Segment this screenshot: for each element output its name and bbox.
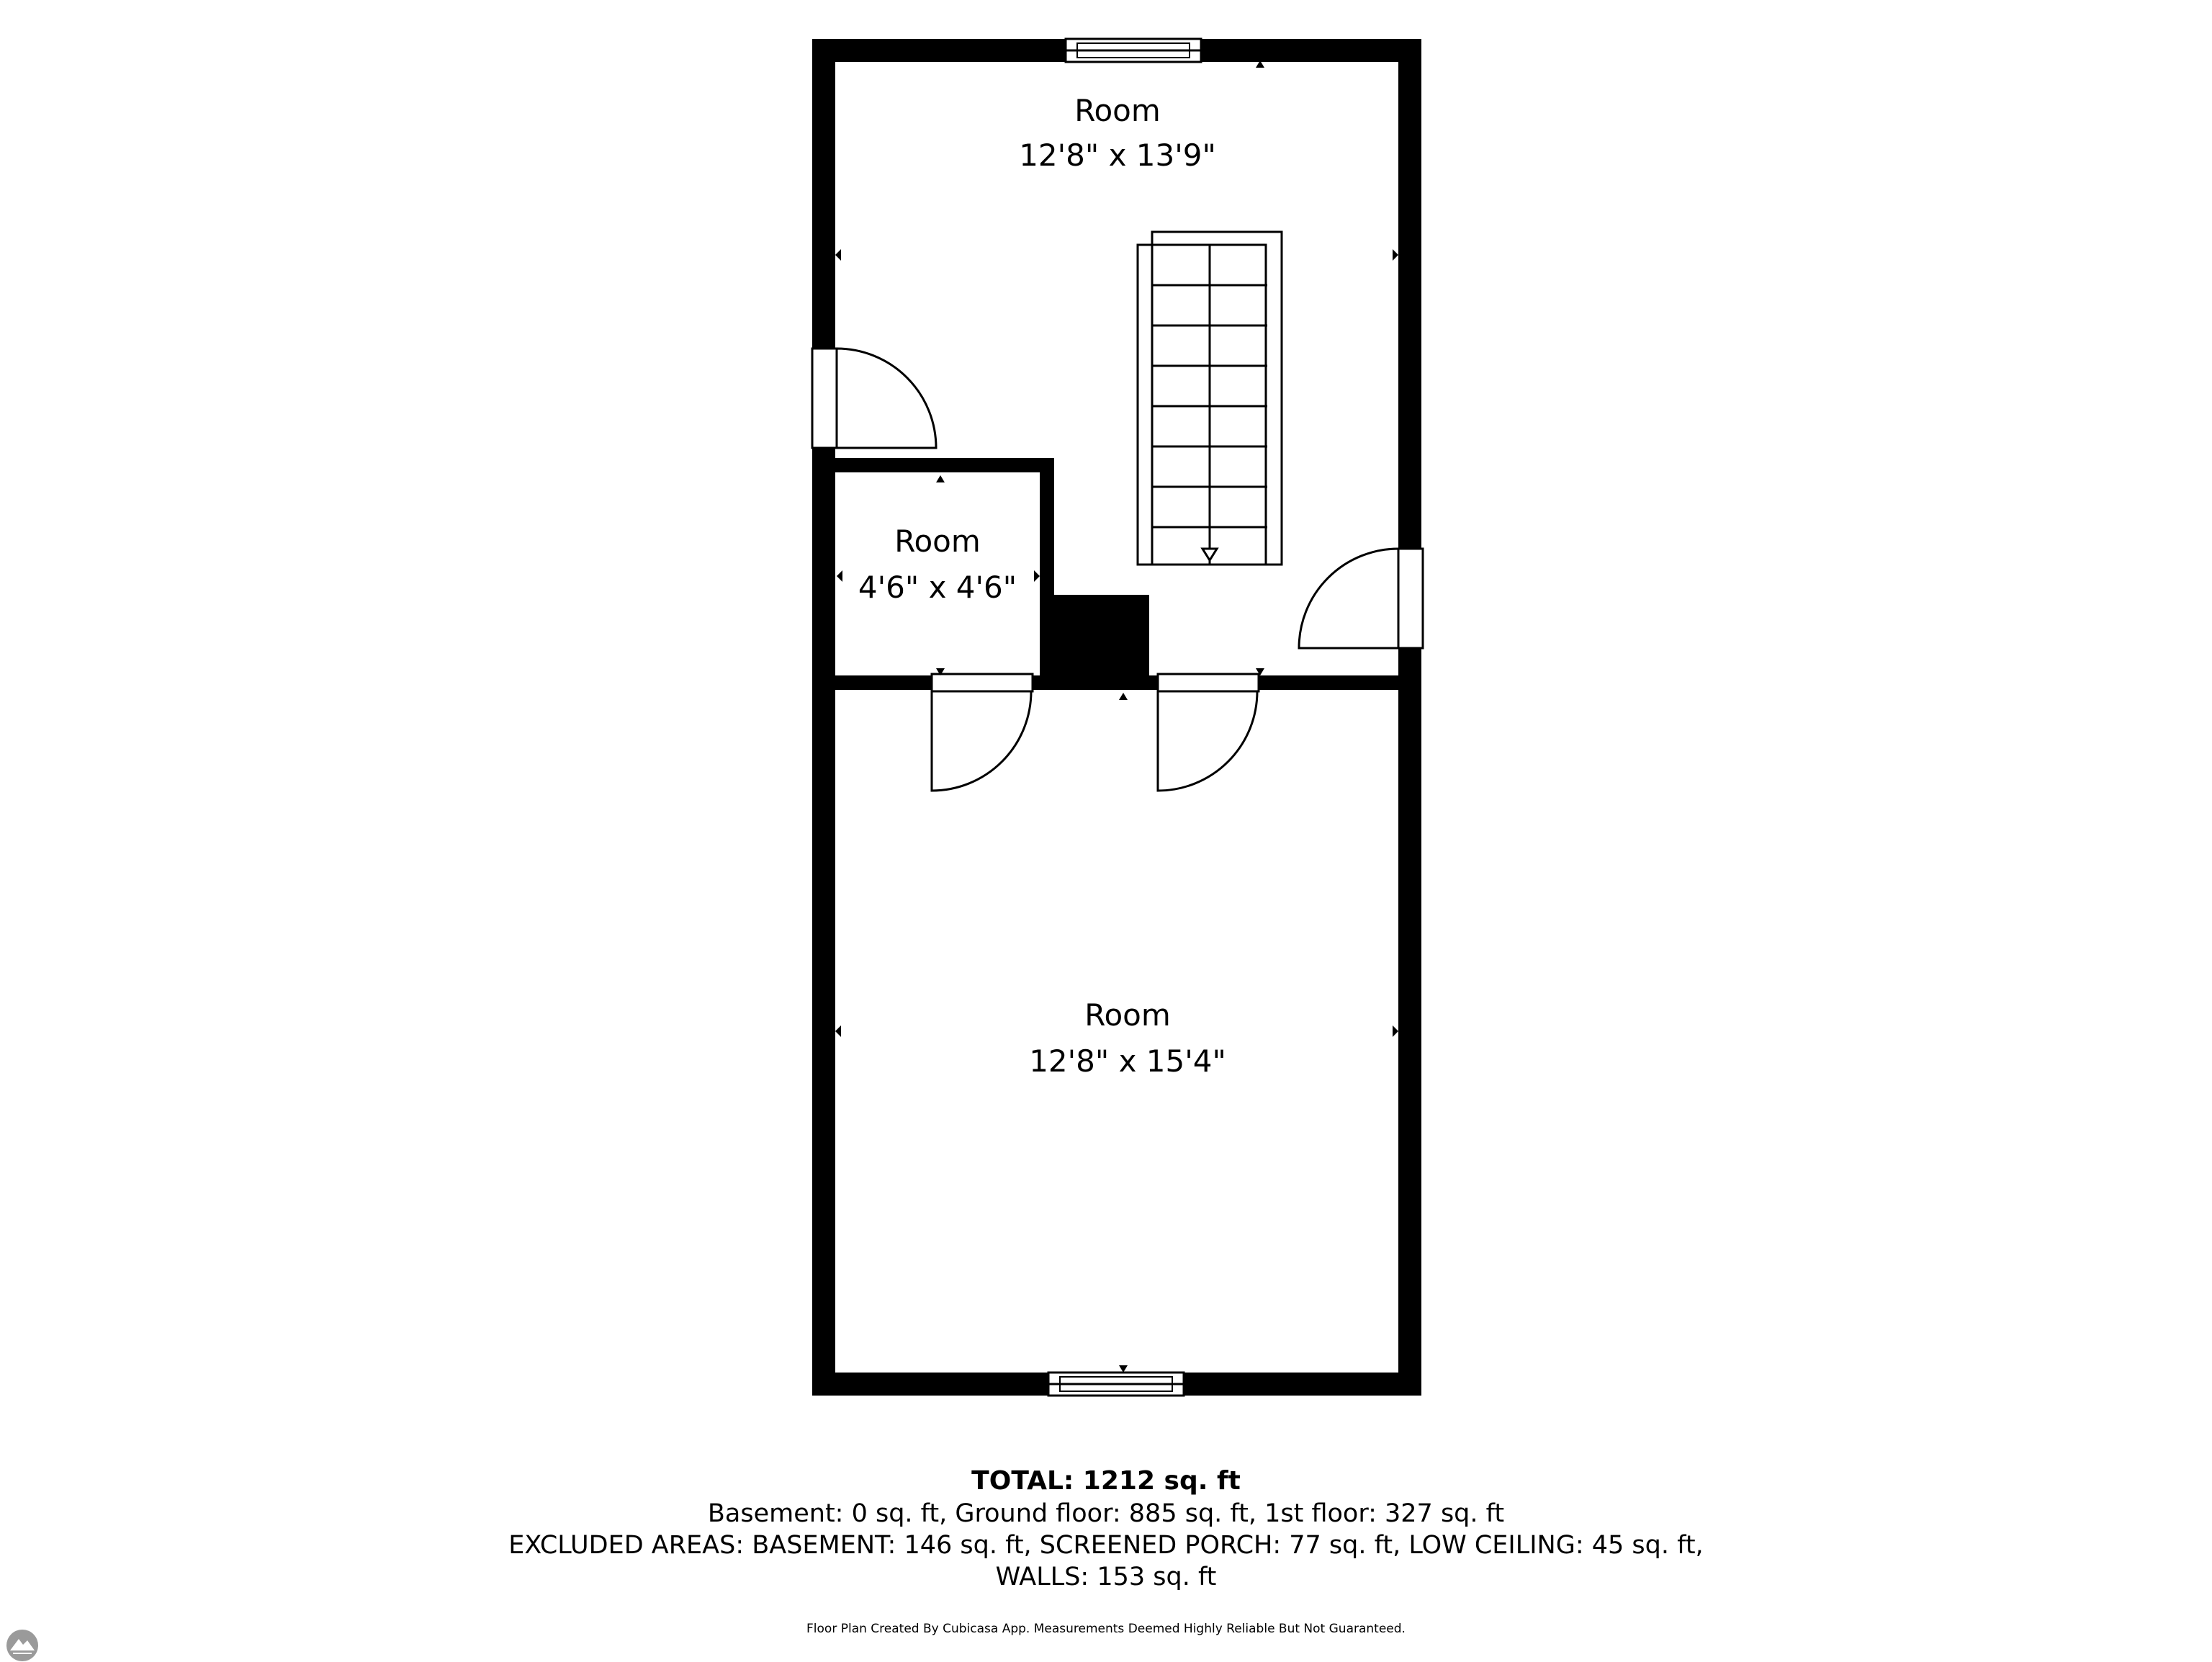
- chimney-block: [1040, 595, 1149, 688]
- door-swing-hall: [1158, 691, 1257, 791]
- room-top-name: Room: [1074, 93, 1161, 128]
- room-bottom-name: Room: [1084, 997, 1171, 1033]
- room-top-dims: 12'8" x 13'9": [1019, 138, 1216, 173]
- wall-right: [1398, 39, 1421, 1396]
- closet-wall-top: [812, 458, 1054, 472]
- marker-bottom-room-right: [1393, 1025, 1398, 1037]
- marker-top-room-right: [1393, 249, 1398, 261]
- window-bottom: [1048, 1373, 1184, 1396]
- credit-note: Floor Plan Created By Cubicasa App. Measurements Deemed Highly Reliable But Not Guaranteed.: [806, 1622, 1406, 1636]
- dimension-markers: [835, 60, 1398, 1373]
- door-swing-left: [837, 349, 936, 448]
- openings: [812, 39, 1423, 1396]
- summary-excluded: EXCLUDED AREAS: BASEMENT: 146 sq. ft, SCREENED PORCH: 77 sq. ft, LOW CEILING: 45 sq. ft,: [508, 1531, 1704, 1560]
- room-closet-dims: 4'6" x 4'6": [858, 570, 1017, 605]
- door-opening-left: [812, 349, 837, 448]
- window-top: [1066, 39, 1201, 62]
- door-swing-right: [1299, 549, 1398, 648]
- marker-bottom-room-left: [835, 1025, 841, 1037]
- marker-closet-right: [1034, 570, 1040, 582]
- wall-left: [812, 39, 835, 1396]
- door-swing-closet: [932, 691, 1031, 791]
- marker-closet-left: [837, 570, 842, 582]
- stair-arrow-icon: [1202, 549, 1217, 560]
- room-bottom-dims: 12'8" x 15'4": [1029, 1043, 1226, 1079]
- room-closet-name: Room: [894, 524, 981, 559]
- brand-logo-icon: [6, 1629, 39, 1662]
- summary-walls: WALLS: 153 sq. ft: [995, 1563, 1217, 1591]
- door-opening-hall: [1158, 674, 1259, 691]
- marker-top-room-left: [835, 249, 841, 261]
- door-opening-closet: [932, 674, 1033, 691]
- marker-closet-top: [936, 475, 945, 482]
- marker-bottom-room-top: [1119, 693, 1128, 700]
- summary-total: TOTAL: 1212 sq. ft: [971, 1466, 1241, 1496]
- staircase: [1138, 232, 1282, 565]
- summary-floors: Basement: 0 sq. ft, Ground floor: 885 sq. ft, 1st floor: 327 sq. ft: [707, 1499, 1505, 1528]
- door-opening-right: [1398, 549, 1423, 648]
- walls: [812, 39, 1421, 1396]
